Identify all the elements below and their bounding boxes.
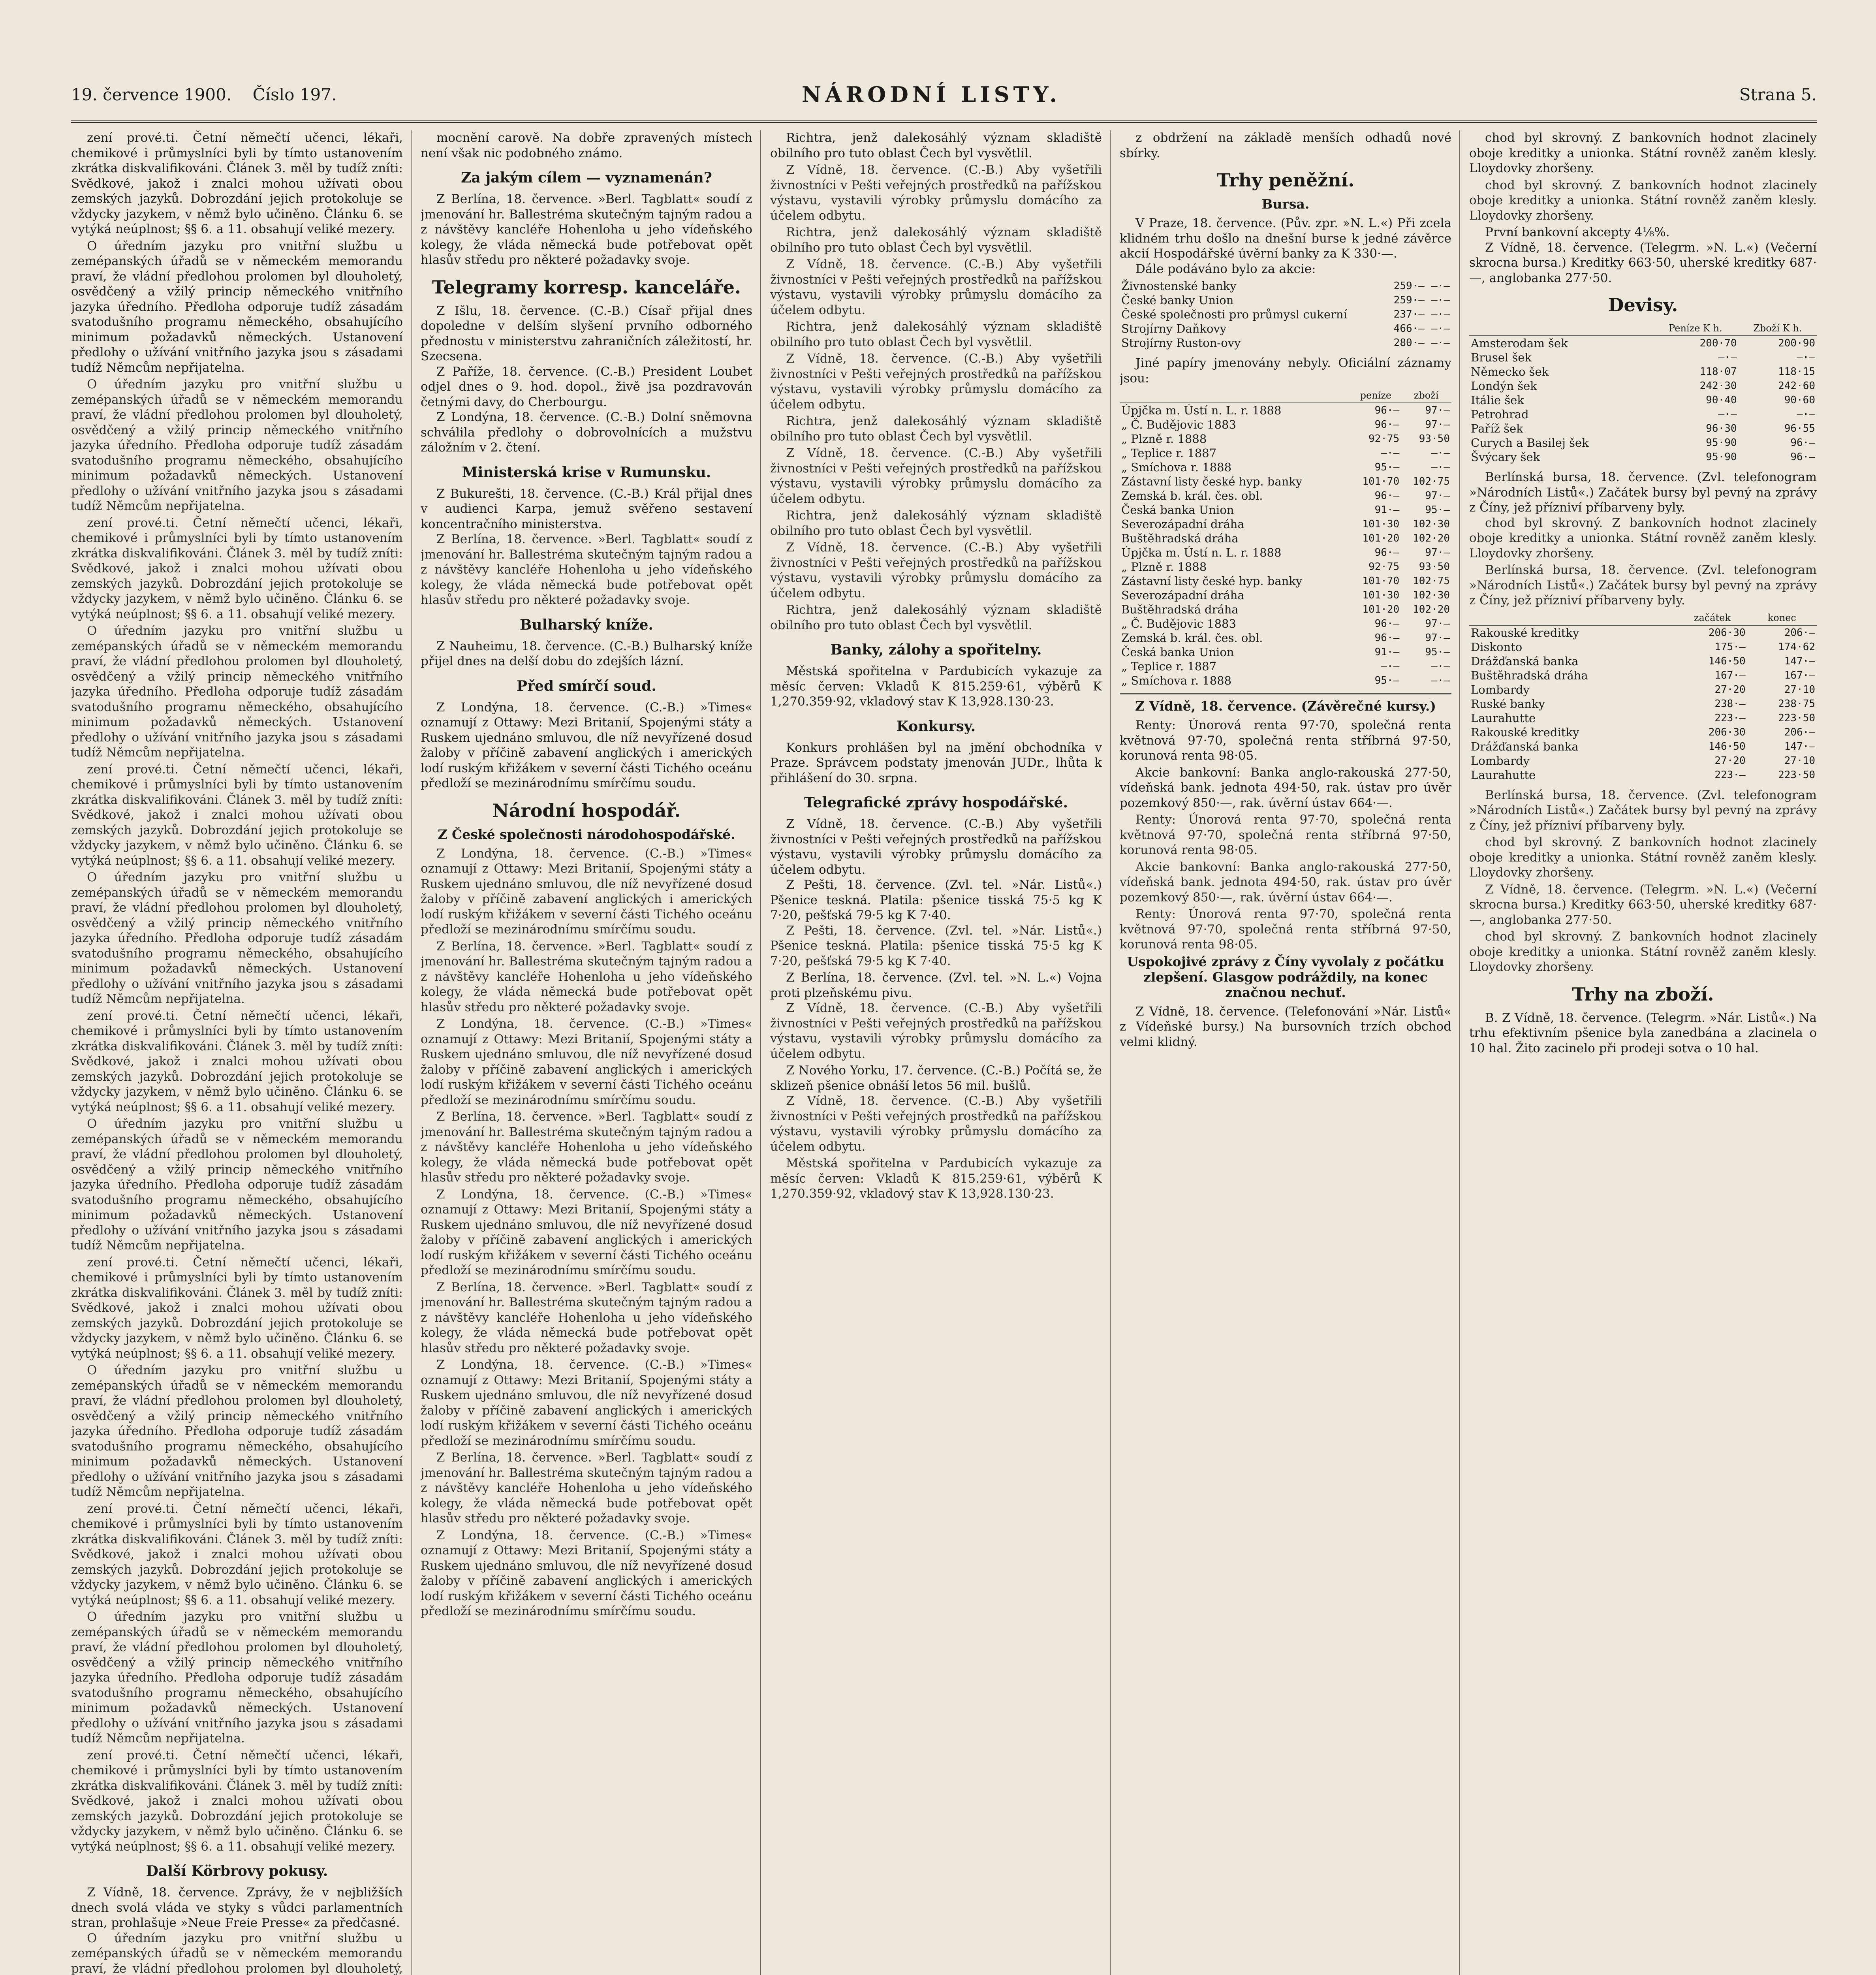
- bonds-table: peníze zboží Úpjčka m. Ústí n. L. r. 1888 96·— 97·— „ Č. Budějovic 1883 96·— 97·— „ Plzně r. 1888 92·75 93·50 „ Teplice r. 1887 —·— —·— „ Smíchova r. 1888 95·— —·— Zástavní listy české hyp. banky 101·70 102·75 Zemská b. král. čes. obl. 96·— 97·— Česká banka Union 91·— 95·— Severozápadní dráha 101·30 102·30 Buštěhradská dráha 101·20 102·20 Úpjčka m. Ústí n. L. r. 1888 96·— 97·— „ Plzně r. 1888 92·75 93·50 Zástavní listy české hyp. banky 101·70 102·75 Severozápadní dráha 101·30 102·30 Buštěhradská dráha 101·20 102·20 „ Č. Budějovic 1883 96·— 97·— Zemská b. král. čes. obl. 96·— 97·— Česká banka Union 91·— 95·— „ Teplice r. 1887 —·— —·— „ Smíchova r. 1888 95·— —·—: [1120, 388, 1451, 688]
- article-text: zení prové.ti. Četní němečtí učenci, lékaři, chemikové i průmyslníci byli by tímto ustanovením zkrátka diskvalifikováni. Článek 3. měl by tudíž zníti: Svědkové, jakož i znalci mohou užívati obou zemských jazyků. Dobrozdání jejich protokoluje se vždycky jazykem, v němž bylo učiněno. Článku 6. se vytýká neúplnost; §§ 6. a 11. obsahují veliké mezery.: [71, 1748, 403, 1854]
- article-text: Akcie bankovní: Banka anglo-rakouská 277·50, vídeňská bank. jednota 494·50, rak. ústav pro úvěr pozemkový 850·—, rak. úvěrní ústav 664·—.: [1120, 860, 1451, 905]
- dateline-text: Z Paříže, 18. července. (C.-B.) President Loubet odjel dnes o 9. hod. dopol., živě jsa pozdravován četnými davy, do Cherbourgu.: [421, 364, 752, 409]
- article-text: Z Berlína, 18. července. »Berl. Tagblatt« soudí z jmenování hr. Ballestréma skutečným tajným radou a z návštěvy kancléře Hohenloha u jeho vídeňského kolegy, že vláda německá bude potřebovat opět hlasův středu pro některé požadavky svoje.: [421, 1450, 752, 1525]
- article-text: Richtra, jenž dalekosáhlý význam skladiště obilního pro tuto oblast Čech byl vysvětlil.: [770, 320, 1102, 349]
- article-text: Z Londýna, 18. července. (C.-B.) »Times« oznamují z Ottawy: Mezi Britanií, Spojenými státy a Ruskem ujednáno smluvou, dle níž nevyřízené dosud žaloby v příčině zabavení anglických i amerických lodí ruským křižákem v severní části Tichého oceánu předloží se mezinárodnímu smírčímu soudu.: [421, 1528, 752, 1618]
- article-text: O úředním jazyku pro vnitřní službu u zemépanských úřadů se v německém memorandu praví, že vládní předlohou prolomen byl dlouholetý, osvědčený a vžilý princip německého vnitřního jazyka úředního. Předloha odporuje tudíž zásadám svatodušního programu německého, obsahujícího minimum požadavků německých. Ustanovení předlohy o užívání vnitřního jazyka jsou s zásadami tudíž Němcům nepřijatelna.: [71, 870, 403, 1006]
- article-text: Richtra, jenž dalekosáhlý význam skladiště obilního pro tuto oblast Čech byl vysvětlil.: [770, 225, 1102, 255]
- section-headline: Trhy peněžní.: [1216, 169, 1355, 191]
- headline: Konkursy.: [896, 718, 976, 735]
- article-text: Z Berlína, 18. července. »Berl. Tagblatt« soudí z jmenování hr. Ballestréma skutečným tajným radou a z návštěvy kancléře Hohenloha u jeho vídeňského kolegy, že vláda německá bude potřebovat opět hlasův středu pro některé požadavky svoje.: [421, 939, 752, 1014]
- article-text: Renty: Únorová renta 97·70, společná renta květnová 97·70, společná renta stříbrná 97·50, korunová renta 98·05.: [1120, 813, 1451, 857]
- dateline-text: Městská spořitelna v Pardubicích vykazuje za měsíc červen: Vkladů K 815.259·61, výběrů K 1,270.359·92, vkladový stav K 13,928.130·23.: [770, 664, 1102, 709]
- article-text: Dále podáváno bylo za akcie:: [1135, 261, 1316, 276]
- article-text: O úředním jazyku pro vnitřní službu u zemépanských úřadů se v německém memorandu praví, že vládní předlohou prolomen byl dlouholetý, osvědčený a vžilý princip německého vnitřního jazyka úředního. Předloha odporuje tudíž zásadám svatodušního programu německého, obsahujícího minimum požadavků německých. Ustanovení předlohy o užívání vnitřního jazyka jsou s zásadami tudíž Němcům nepřijatelna.: [71, 1363, 403, 1499]
- column-4: [1120, 130, 1451, 1975]
- dateline-text: Z Vídně, 18. července. Zprávy, že v nejbližších dnech svolá vláda ve styky s vůdci parlamentních stran, prohlašuje »Neue Freie Presse« za předčasné.: [71, 1885, 403, 1930]
- dateline-text: Z Londýna, 18. července. (C.-B.) »Times« oznamují z Ottawy: Mezi Britanií, Spojenými státy a Ruskem ujednáno smluvou, dle níž nevyřízené dosud žaloby v příčině zabavení anglických i amerických lodí ruským křižákem v severní části Tichého oceánu předloží se mezinárodnímu smírčímu soudu.: [421, 700, 752, 790]
- article-text: chod byl skrovný. Z bankovních hodnot zlacinely oboje kreditky a unionka. Státní rovněž zaněm klesly. Lloydovky zhoršeny.: [1469, 835, 1817, 880]
- berlin-table: začátek konec Rakouské kreditky 206·30 206·— Diskonto 175·— 174·62 Drážďanská banka 146·50 147·— Buštěhradská dráha 167·— 167·— Lombardy 27·20 27·10 Ruské banky 238·— 238·75 Laurahutte 223·— 223·50 Rakouské kreditky 206·30 206·— Drážďanská banka 146·50 147·— Lombardy 27·20 27·10 Laurahutte 223·— 223·50: [1469, 611, 1817, 782]
- dateline-text: V Praze, 18. července. (Pův. zpr. »N. L.«) Při zcela klidném trhu došlo na dnešní burse k jedné závěrce akcií Hospodářské úvěrní banky za K 330·—.: [1120, 216, 1451, 261]
- article-text: zení prové.ti. Četní němečtí učenci, lékaři, chemikové i průmyslníci byli by tímto ustanovením zkrátka diskvalifikováni. Článek 3. měl by tudíž zníti: Svědkové, jakož i znalci mohou užívati obou zemských jazyků. Dobrozdání jejich protokoluje se vždycky jazykem, v němž bylo učiněno. Článku 6. se vytýká neúplnost; §§ 6. a 11. obsahují veliké mezery.: [71, 1501, 403, 1607]
- dateline-text: Z Vídně, 18. července. (C.-B.) Aby vyšetřili živnostníci v Pešti veřejných prostředků na pařížskou výstavu, vystavili výrobky průmyslu domácího za účelem odbytu.: [770, 817, 1102, 877]
- subheadline: Z Vídně, 18. července. (Závěrečné kursy.): [1135, 698, 1436, 714]
- article-text: Berlínská bursa, 18. července. (Zvl. telefonogram »Národních Listů«.) Začátek bursy byl pevný na zprávy z Číny, jež přízniví příbarveny byly.: [1469, 563, 1817, 608]
- dateline-text: Z Londýna, 18. července. (C.-B.) Dolní sněmovna schválila předlohy o dobrovolnících a mužstvu záložním v 2. čtení.: [421, 410, 752, 455]
- column-rule: [1459, 130, 1460, 1975]
- article-text: Z Vídně, 18. července. (C.-B.) Aby vyšetřili živnostníci v Pešti veřejných prostředků na pařížskou výstavu, vystavili výrobky průmyslu domácího za účelem odbytu.: [770, 446, 1102, 506]
- article-text: Renty: Únorová renta 97·70, společná renta květnová 97·70, společná renta stříbrná 97·50, korunová renta 98·05.: [1120, 907, 1451, 952]
- section-headline: Národní hospodář.: [492, 799, 681, 821]
- headline: Další Körbrovy pokusy.: [146, 1863, 328, 1879]
- article-text: Berlínská bursa, 18. července. (Zvl. telefonogram »Národních Listů«.) Začátek bursy byl pevný na zprávy z Číny, jež přízniví příbarveny byly.: [1469, 788, 1817, 833]
- dateline-text: První bankovní akcepty 4⅛%.: [1485, 225, 1670, 239]
- article-text: Z Londýna, 18. července. (C.-B.) »Times« oznamují z Ottawy: Mezi Britanií, Spojenými státy a Ruskem ujednáno smluvou, dle níž nevyřízené dosud žaloby v příčině zabavení anglických i amerických lodí ruským křižákem v severní části Tichého oceánu předloží se mezinárodnímu smírčímu soudu.: [421, 1017, 752, 1107]
- column-2: [421, 130, 752, 1975]
- article-text: zení prové.ti. Četní němečtí učenci, lékaři, chemikové i průmyslníci byli by tímto ustanovením zkrátka diskvalifikováni. Článek 3. měl by tudíž zníti: Svědkové, jakož i znalci mohou užívati obou zemských jazyků. Dobrozdání jejich protokoluje se vždycky jazykem, v němž bylo učiněno. Článku 6. se vytýká neúplnost; §§ 6. a 11. obsahují veliké mezery.: [71, 1008, 403, 1114]
- article-text: zení prové.ti. Četní němečtí učenci, lékaři, chemikové i průmyslníci byli by tímto ustanovením zkrátka diskvalifikováni. Článek 3. měl by tudíž zníti: Svědkové, jakož i znalci mohou užívati obou zemských jazyků. Dobrozdání jejich protokoluje se vždycky jazykem, v němž bylo učiněno. Článku 6. se vytýká neúplnost; §§ 6. a 11. obsahují veliké mezery.: [71, 762, 403, 868]
- article-text: Z Pešti, 18. července. (Zvl. tel. »Nár. Listů«.) Pšenice teskná. Platila: pšenice tisská 75·5 kg K 7·20, pešťská 79·5 kg K 7·40.: [770, 923, 1102, 968]
- dateline-text: Z Išlu, 18. července. (C.-B.) Císař přijal dnes dopoledne v delším slyšení prvního odborného přednostu v ministerstvu zahraničních záležitostí, hr. Szecsena.: [421, 303, 752, 363]
- subheadline: Uspokojivé zprávy z Číny vyvolaly z počátku zlepšení. Glasgow podráždily, na konec značnou nechuť.: [1127, 954, 1444, 1000]
- section-headline: Trhy na zboží.: [1572, 983, 1714, 1005]
- article-text: Z Berlína, 18. července. »Berl. Tagblatt« soudí z jmenování hr. Ballestréma skutečným tajným radou a z návštěvy kancléře Hohenloha u jeho vídeňského kolegy, že vláda německá bude potřebovat opět hlasův středu pro některé požadavky svoje.: [421, 1280, 752, 1355]
- dateline-text: Z Bukurešti, 18. července. (C.-B.) Král přijal dnes v audienci Karpa, jemuž svěřeno sestavení koncentračního ministerstva.: [421, 486, 752, 531]
- dateline-text: Konkurs prohlášen byl na jmění obchodníka v Praze. Správcem podstaty jmenován JUDr., lhůta k přihlášení do 30. srpna.: [770, 740, 1102, 785]
- article-text: z obdržení na základě menších odhadů nové sbírky.: [1120, 131, 1451, 160]
- issue-number: Číslo 197.: [252, 85, 337, 104]
- headline: Telegrafické zprávy hospodářské.: [804, 794, 1068, 811]
- article-text: O úředním jazyku pro vnitřní službu u zemépanských úřadů se v německém memorandu praví, že vládní předlohou prolomen byl dlouholetý, osvědčený a vžilý princip německého vnitřního jazyka úředního. Předloha odporuje tudíž zásadám svatodušního programu německého, obsahujícího minimum požadavků německých. Ustanovení předlohy o užívání vnitřního jazyka jsou s zásadami tudíž Němcům nepřijatelna.: [71, 377, 403, 513]
- article-text: Z Berlína, 18. července. »Berl. Tagblatt« soudí z jmenování hr. Ballestréma skutečným tajným radou a z návštěvy kancléře Hohenloha u jeho vídeňského kolegy, že vláda německá bude potřebovat opět hlasův středu pro některé požadavky svoje.: [421, 1110, 752, 1185]
- article-text: Městská spořitelna v Pardubicích vykazuje za měsíc červen: Vkladů K 815.259·61, výběrů K 1,270.359·92, vkladový stav K 13,928.130·23.: [770, 1156, 1102, 1201]
- article-text: zení prové.ti. Četní němečtí učenci, lékaři, chemikové i průmyslníci byli by tímto ustanovením zkrátka diskvalifikováni. Článek 3. měl by tudíž zníti: Svědkové, jakož i znalci mohou užívati obou zemských jazyků. Dobrozdání jejich protokoluje se vždycky jazykem, v němž bylo učiněno. Článku 6. se vytýká neúplnost; §§ 6. a 11. obsahují veliké mezery.: [71, 131, 403, 236]
- section-headline: Devisy.: [1608, 294, 1678, 316]
- newspaper-title: NÁRODNÍ LISTY.: [802, 82, 1061, 107]
- article-text: Richtra, jenž dalekosáhlý význam skladiště obilního pro tuto oblast Čech byl vysvětlil.: [770, 131, 1102, 160]
- article-text: chod byl skrovný. Z bankovních hodnot zlacinely oboje kreditky a unionka. Státní rovněž zaněm klesly. Lloydovky zhoršeny.: [1469, 929, 1817, 974]
- article-text: zení prové.ti. Četní němečtí učenci, lékaři, chemikové i průmyslníci byli by tímto ustanovením zkrátka diskvalifikováni. Článek 3. měl by tudíž zníti: Svědkové, jakož i znalci mohou užívati obou zemských jazyků. Dobrozdání jejich protokoluje se vždycky jazykem, v němž bylo učiněno. Článku 6. se vytýká neúplnost; §§ 6. a 11. obsahují veliké mezery.: [71, 515, 403, 621]
- column-5: [1469, 130, 1817, 1975]
- headline: Před smírčí soud.: [517, 677, 656, 694]
- article-text: O úředním jazyku pro vnitřní službu u zemépanských úřadů se v německém memorandu praví, že vládní předlohou prolomen byl dlouholetý,: [71, 1931, 403, 1975]
- dateline-text: Z Vídně, 18. července. (Telegrm. »N. L.«) (Večerní skrocna bursa.) Kreditky 663·50, uherské kreditky 687·—, anglobanka 277·50.: [1469, 240, 1817, 285]
- currency-table: Peníze K h. Zboží K h. Amsterodam šek 200·70 200·90 Brusel šek —·— —·— Německo šek 118·07 118·15 Londýn šek 242·30 242·60 Itálie šek 90·40 90·60 Petrohrad —·— —·— Paříž šek 96·30 96·55 Curych a Basilej šek 95·90 96·— Švýcary šek 95·90 96·—: [1469, 321, 1817, 464]
- article-text: chod byl skrovný. Z bankovních hodnot zlacinely oboje kreditky a unionka. Státní rovněž zaněm klesly. Lloydovky zhoršeny.: [1469, 515, 1817, 561]
- article-text: Richtra, jenž dalekosáhlý význam skladiště obilního pro tuto oblast Čech byl vysvětlil.: [770, 414, 1102, 444]
- headline: Ministerská krise v Rumunsku.: [462, 464, 711, 481]
- dateline-text: Z Berlína, 18. července. (Zvl. tel. »N. L.«) Vojna proti plzeňskému pivu.: [770, 971, 1102, 1000]
- article-text: mocnění carově. Na dobře zpravených místech není však nic podobného známo.: [421, 131, 752, 160]
- article-text: Z Vídně, 18. července. (C.-B.) Aby vyšetřili živnostníci v Pešti veřejných prostředků na pařížskou výstavu, vystavili výrobky průmyslu domácího za účelem odbytu.: [770, 352, 1102, 412]
- article-text: O úředním jazyku pro vnitřní službu u zemépanských úřadů se v německém memorandu praví, že vládní předlohou prolomen byl dlouholetý, osvědčený a vžilý princip německého vnitřního jazyka úředního. Předloha odporuje tudíž zásadám svatodušního programu německého, obsahujícího minimum požadavků německých. Ustanovení předlohy o užívání vnitřního jazyka jsou s zásadami tudíž Němcům nepřijatelna.: [71, 624, 403, 760]
- headline: Bulharský kníže.: [519, 616, 654, 633]
- article-text: zení prové.ti. Četní němečtí učenci, lékaři, chemikové i průmyslníci byli by tímto ustanovením zkrátka diskvalifikováni. Článek 3. měl by tudíž zníti: Svědkové, jakož i znalci mohou užívati obou zemských jazyků. Dobrozdání jejich protokoluje se vždycky jazykem, v němž bylo učiněno. Článku 6. se vytýká neúplnost; §§ 6. a 11. obsahují veliké mezery.: [71, 1255, 403, 1361]
- article-text: Richtra, jenž dalekosáhlý význam skladiště obilního pro tuto oblast Čech byl vysvětlil.: [770, 508, 1102, 538]
- article-text: O úředním jazyku pro vnitřní službu u zemépanských úřadů se v německém memorandu praví, že vládní předlohou prolomen byl dlouholetý, osvědčený a vžilý princip německého vnitřního jazyka úředního. Předloha odporuje tudíž zásadám svatodušního programu německého, obsahujícího minimum požadavků německých. Ustanovení předlohy o užívání vnitřního jazyka jsou s zásadami tudíž Němcům nepřijatelna.: [71, 239, 403, 375]
- dateline-text: Berlínská bursa, 18. července. (Zvl. telefonogram »Národních Listů«.) Začátek bursy byl pevný na zprávy z Číny, jež přízniví příbarveny byly.: [1469, 470, 1817, 515]
- article-text: Z Londýna, 18. července. (C.-B.) »Times« oznamují z Ottawy: Mezi Britanií, Spojenými státy a Ruskem ujednáno smluvou, dle níž nevyřízené dosud žaloby v příčině zabavení anglických i amerických lodí ruským křižákem v severní části Tichého oceánu předloží se mezinárodnímu smírčímu soudu.: [421, 1187, 752, 1277]
- article-text: Akcie bankovní: Banka anglo-rakouská 277·50, vídeňská bank. jednota 494·50, rak. ústav pro úvěr pozemkový 850·—, rak. úvěrní ústav 664·—.: [1120, 765, 1451, 810]
- article-text: chod byl skrovný. Z bankovních hodnot zlacinely oboje kreditky a unionka. Státní rovněž zaněm klesly. Lloydovky zhoršeny.: [1469, 131, 1817, 175]
- subheadline: Bursa.: [1261, 196, 1310, 212]
- article-text: Z Vídně, 18. července. (C.-B.) Aby vyšetřili živnostníci v Pešti veřejných prostředků na pařížskou výstavu, vystavili výrobky průmyslu domácího za účelem odbytu.: [770, 540, 1102, 600]
- column-rule: [411, 130, 412, 1975]
- dateline-text: Z Pešti, 18. července. (Zvl. tel. »Nár. Listů«.) Pšenice teskná. Platila: pšenice tisská 75·5 kg K 7·20, pešťská 79·5 kg K 7·40.: [770, 878, 1102, 922]
- column-1: [71, 130, 403, 1975]
- dateline-text: Z Vídně, 18. července. (Telefonování »Nár. Listů« z Vídeňské bursy.) Na bursovních trzích obchod velmi klidný.: [1120, 1004, 1451, 1049]
- issue-date: 19. července 1900.: [71, 85, 232, 104]
- article-text: Jiné papíry jmenovány nebyly. Oficiální záznamy jsou:: [1120, 356, 1451, 386]
- masthead: [71, 82, 1817, 123]
- headline: Banky, zálohy a spořitelny.: [830, 641, 1042, 658]
- article-text: Z Vídně, 18. července. (C.-B.) Aby vyšetřili živnostníci v Pešti veřejných prostředků na pařížskou výstavu, vystavili výrobky průmyslu domácího za účelem odbytu.: [770, 257, 1102, 317]
- subheadline: Z České společnosti národohospodářské.: [438, 826, 735, 842]
- article-text: Z Berlína, 18. července. »Berl. Tagblatt« soudí z jmenování hr. Ballestréma skutečným tajným radou a z návštěvy kancléře Hohenloha u jeho vídeňského kolegy, že vláda německá bude potřebovat opět hlasův středu pro některé požadavky svoje.: [421, 532, 752, 607]
- article-text: Z Londýna, 18. července. (C.-B.) »Times« oznamují z Ottawy: Mezi Britanií, Spojenými státy a Ruskem ujednáno smluvou, dle níž nevyřízené dosud žaloby v příčině zabavení anglických i amerických lodí ruským křižákem v severní části Tichého oceánu předloží se mezinárodnímu smírčímu soudu.: [421, 1358, 752, 1448]
- article-text: Z Vídně, 18. července. (C.-B.) Aby vyšetřili živnostníci v Pešti veřejných prostředků na pařížskou výstavu, vystavili výrobky průmyslu domácího za účelem odbytu.: [770, 1094, 1102, 1154]
- dateline-text: B. Z Vídně, 18. července. (Telegrm. »Nár. Listů«.) Na trhu efektivním pšenice byla zanedbána a zlacinela o 10 hal. Žito zacinelo při prodeji sotva o 10 hal.: [1469, 1010, 1817, 1055]
- stocks-table: Živnostenské banky 259·— —·— České banky Union 259·— —·— České společnosti pro průmysl cukerní 237·— —·— Strojírny Daňkovy 466·— —·— Strojírny Ruston-ovy 280·— —·—: [1121, 279, 1450, 350]
- article-text: Z Vídně, 18. července. (C.-B.) Aby vyšetřili živnostníci v Pešti veřejných prostředků na pařížskou výstavu, vystavili výrobky průmyslu domácího za účelem odbytu.: [770, 1001, 1102, 1061]
- dateline-text: Z Berlína, 18. července. »Berl. Tagblatt« soudí z jmenování hr. Ballestréma skutečným tajným radou a z návštěvy kancléře Hohenloha u jeho vídeňského kolegy, že vláda německá bude potřebovat opět hlasův středu pro některé požadavky svoje.: [421, 192, 752, 267]
- headline: Za jakým cílem — vyznamenán?: [461, 169, 712, 186]
- article-text: O úředním jazyku pro vnitřní službu u zemépanských úřadů se v německém memorandu praví, že vládní předlohou prolomen byl dlouholetý, osvědčený a vžilý princip německého vnitřního jazyka úředního. Předloha odporuje tudíž zásadám svatodušního programu německého, obsahujícího minimum požadavků německých. Ustanovení předlohy o užívání vnitřního jazyka jsou s zásadami tudíž Němcům nepřijatelna.: [71, 1117, 403, 1253]
- article-text: Z Vídně, 18. července. (C.-B.) Aby vyšetřili živnostníci v Pešti veřejných prostředků na pařížskou výstavu, vystavili výrobky průmyslu domácího za účelem odbytu.: [770, 163, 1102, 223]
- article-text: Z Vídně, 18. července. (Telegrm. »N. L.«) (Večerní skrocna bursa.) Kreditky 663·50, uherské kreditky 687·—, anglobanka 277·50.: [1469, 882, 1817, 927]
- article-text: Z Londýna, 18. července. (C.-B.) »Times« oznamují z Ottawy: Mezi Britanií, Spojenými státy a Ruskem ujednáno smluvou, dle níž nevyřízené dosud žaloby v příčině zabavení anglických i amerických lodí ruským křižákem v severní části Tichého oceánu předloží se mezinárodnímu smírčímu soudu.: [421, 846, 752, 937]
- dateline-text: Z Nauheimu, 18. července. (C.-B.) Bulharský kníže přijel dnes na delší dobu do zdejších lázní.: [421, 639, 752, 668]
- section-headline: Telegramy korresp. kanceláře.: [432, 276, 741, 298]
- article-text: Renty: Únorová renta 97·70, společná renta květnová 97·70, společná renta stříbrná 97·50, korunová renta 98·05.: [1120, 718, 1451, 763]
- column-3: [770, 130, 1102, 1975]
- divider: [1120, 693, 1451, 694]
- article-text: Richtra, jenž dalekosáhlý význam skladiště obilního pro tuto oblast Čech byl vysvětlil.: [770, 603, 1102, 632]
- article-text: O úředním jazyku pro vnitřní službu u zemépanských úřadů se v německém memorandu praví, že vládní předlohou prolomen byl dlouholetý, osvědčený a vžilý princip německého vnitřního jazyka úředního. Předloha odporuje tudíž zásadám svatodušního programu německého, obsahujícího minimum požadavků německých. Ustanovení předlohy o užívání vnitřního jazyka jsou s zásadami tudíž Němcům nepřijatelna.: [71, 1610, 403, 1746]
- column-rule: [1110, 130, 1111, 1975]
- dateline-text: Z Nového Yorku, 17. července. (C.-B.) Počítá se, že sklizeň pšenice obnáší letos 56 mil. bušlů.: [770, 1063, 1102, 1093]
- column-rule: [760, 130, 761, 1975]
- issue-info: [71, 85, 352, 104]
- page-number: Strana 5.: [1739, 85, 1817, 104]
- article-text: chod byl skrovný. Z bankovních hodnot zlacinely oboje kreditky a unionka. Státní rovněž zaněm klesly. Lloydovky zhoršeny.: [1469, 178, 1817, 223]
